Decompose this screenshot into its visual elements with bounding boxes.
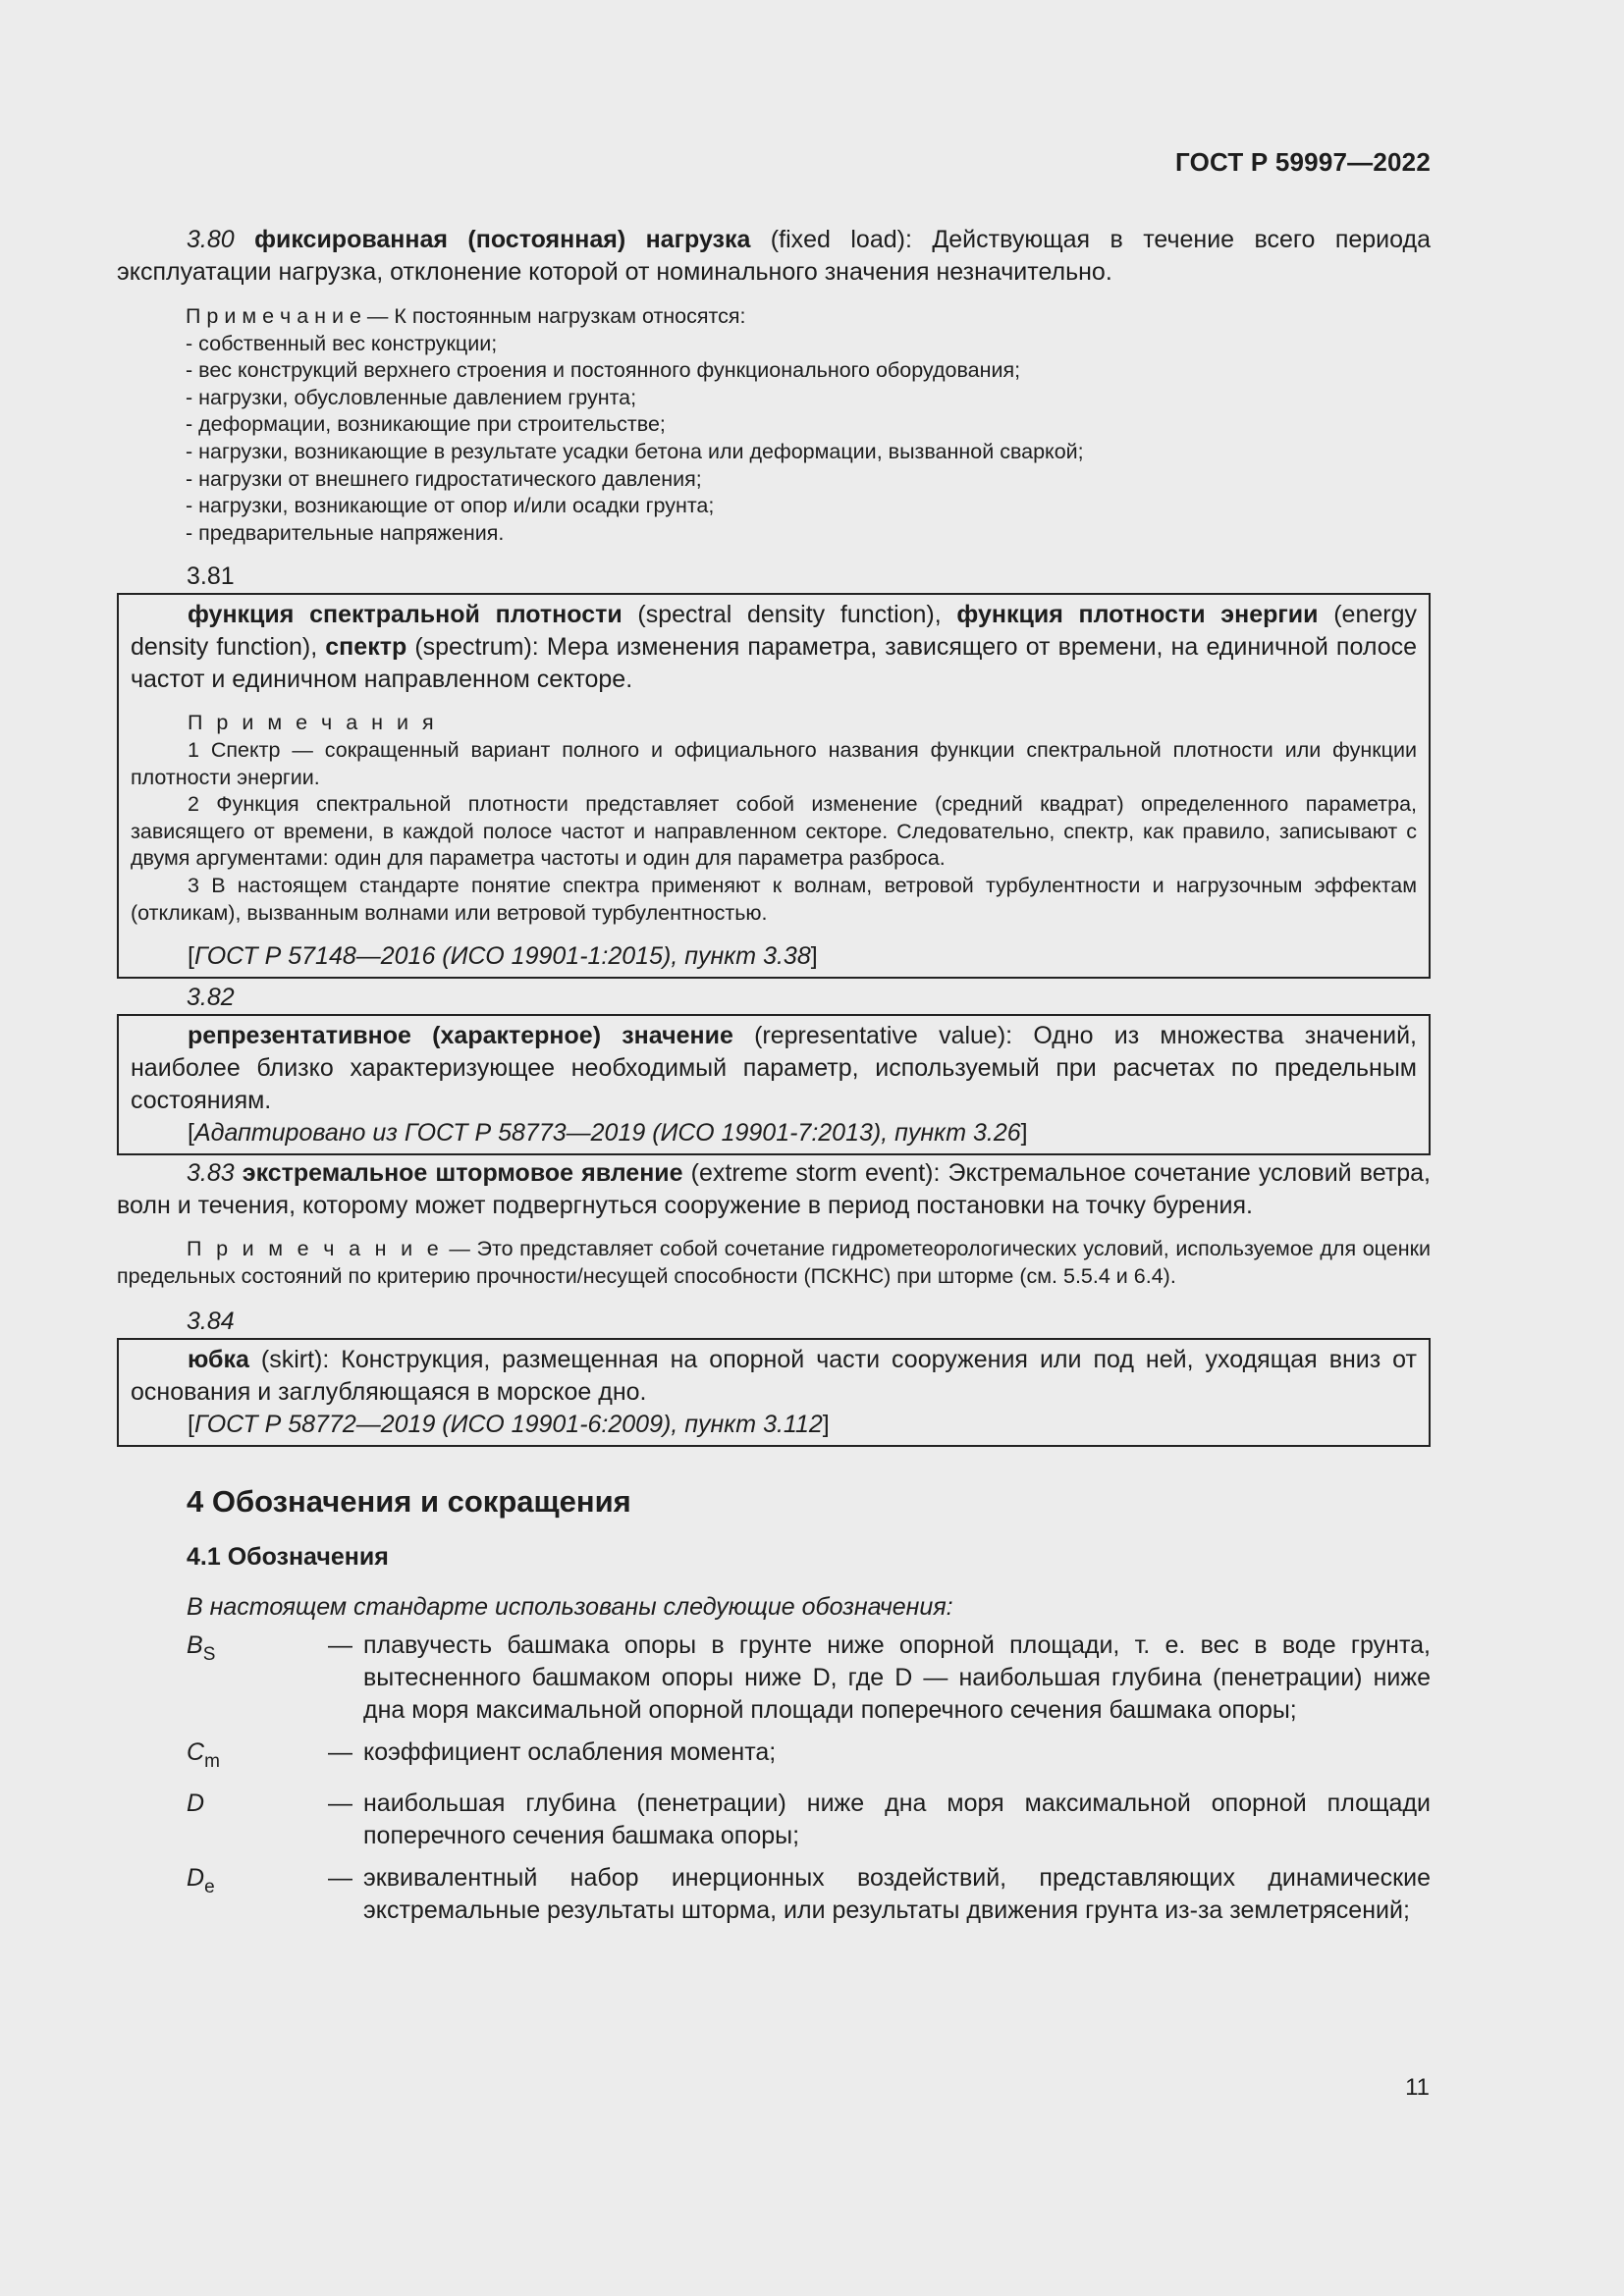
- symbol-description: эквивалентный набор инерционных воздействий, представляющих динамические экстремальные результаты шторма, или результаты движения грунта из-за землетрясений;: [363, 1864, 1431, 1925]
- term-title: репрезентативное (характерное) значение: [188, 1022, 733, 1050]
- symbol: [117, 1862, 328, 1927]
- term-title: спектр: [325, 633, 407, 662]
- symbol-description: наибольшая глубина (пенетрации) ниже дна моря максимальной опорной площади поперечного сечения башмака опоры;: [363, 1789, 1431, 1850]
- symbol-row: [117, 1862, 1431, 1927]
- list-item: - нагрузки от внешнего гидростатического давления;: [186, 466, 702, 491]
- term-3-82: [131, 1020, 1417, 1117]
- source-ref: [ГОСТ Р 58772—2019 (ИСО 19901-6:2009), пункт 3.112]: [188, 1411, 830, 1439]
- term-text: (energy density function),: [131, 601, 1417, 662]
- term-box-3-81: [117, 593, 1431, 979]
- term-number-3-82: 3.82: [187, 984, 235, 1012]
- note-text: — Это представляет собой сочетание гидрометеорологических условий, используемое для оценки предельных состояний по критерию прочности/несущей способности (ПСКНС) при шторме (см. 5.5.4 и 6.4).: [117, 1237, 1432, 1288]
- term-text: (spectral density function),: [622, 601, 957, 629]
- source-text: ГОСТ Р 58772—2019 (ИСО 19901-6:2009), пункт 3.112: [193, 1411, 823, 1439]
- list-item: - вес конструкций верхнего строения и постоянного функционального оборудования;: [186, 358, 1021, 383]
- list-item: - предварительные напряжения.: [186, 520, 505, 545]
- symbol: [117, 1788, 328, 1852]
- term-title: функция спектральной плотности: [188, 601, 623, 629]
- term-number-3-81: 3.81: [187, 562, 235, 591]
- term-title: юбка: [188, 1346, 249, 1374]
- note-label: П р и м е ч а н и е: [187, 1237, 443, 1261]
- term-number: 3.80: [187, 226, 235, 253]
- subsection-heading: 4.1 Обозначения: [187, 1543, 389, 1572]
- notes-label: П р и м е ч а н и я: [188, 711, 438, 735]
- symbol-description: коэффициент ослабления момента;: [363, 1738, 777, 1767]
- source-text: Адаптировано из ГОСТ Р 58773—2019 (ИСО 19901-7:2013), пункт 3.26: [193, 1119, 1021, 1148]
- term-definition: (extreme storm event): Экстремальное сочетание условий ветра, волн и течения, которому может подвергнуться сооружение в период постановки на точку бурения.: [117, 1159, 1431, 1220]
- note-item: 3 В настоящем стандарте понятие спектра применяют к волнам, ветровой турбулентности и нагрузочным эффектам (откликам), вызванным волнами или ветровой турбулентностью.: [131, 873, 1417, 925]
- term-title: функция плотности энергии: [956, 601, 1319, 629]
- note-lead: — К постоянным нагрузкам относятся:: [360, 304, 746, 328]
- dash: —: [328, 1631, 352, 1660]
- source-ref: [ГОСТ Р 57148—2016 (ИСО 19901-1:2015), пункт 3.38]: [188, 942, 818, 971]
- symbol: [117, 1629, 328, 1727]
- symbol-letter: D: [187, 1789, 205, 1818]
- symbol: [117, 1736, 328, 1778]
- term-box-3-84: [117, 1338, 1431, 1447]
- notes-3-81: [131, 710, 1417, 927]
- symbol-subscript: e: [204, 1877, 215, 1898]
- term-number: 3.83: [187, 1159, 235, 1188]
- term-3-81: [131, 599, 1417, 696]
- dash: —: [328, 1864, 352, 1893]
- list-item: - нагрузки, возникающие в результате усадки бетона или деформации, вызванной сваркой;: [186, 439, 1084, 463]
- term-title: фиксированная (постоянная) нагрузка: [254, 226, 751, 253]
- symbol-letter: C: [187, 1738, 205, 1767]
- page-number: 11: [1405, 2074, 1430, 2101]
- term-3-84: [131, 1344, 1417, 1409]
- note-label: П р и м е ч а н и е: [186, 304, 361, 328]
- term-definition: (fixed load): Действующая в течение всего периода эксплуатации нагрузка, отклонение которой от номинального значения незначительно.: [117, 226, 1431, 286]
- symbol-row: [117, 1788, 1431, 1852]
- content: [117, 224, 1431, 1927]
- symbol-row: [117, 1629, 1431, 1727]
- term-box-3-82: [117, 1014, 1431, 1155]
- symbol-letter: D: [187, 1864, 205, 1893]
- term-text: (spectrum): Мера изменения параметра, зависящего от времени, на единичной полосе частот и единичном направленном секторе.: [131, 633, 1418, 694]
- term-number-3-84: 3.84: [187, 1308, 235, 1336]
- source-ref: [Адаптировано из ГОСТ Р 58773—2019 (ИСО 19901-7:2013), пункт 3.26]: [188, 1119, 1028, 1148]
- list-item: - собственный вес конструкции;: [186, 331, 498, 355]
- term-3-83: [117, 1157, 1431, 1222]
- dash: —: [328, 1789, 352, 1818]
- standard-code: ГОСТ Р 59997—2022: [1175, 147, 1431, 177]
- note-item: 2 Функция спектральной плотности представляет собой изменение (средний квадрат) определенного параметра, зависящего от времени, в каждой полосе частот и направленном секторе. Следовательно, спектр, как правило, записывают с двумя аргументами: один для параметра частоты и один для параметра разброса.: [131, 792, 1417, 871]
- symbol-letter: B: [187, 1631, 203, 1660]
- note-3-83: [117, 1236, 1431, 1290]
- symbols-intro: В настоящем стандарте использованы следующие обозначения:: [187, 1593, 953, 1622]
- list-item: - нагрузки, возникающие от опор и/или осадки грунта;: [186, 494, 715, 518]
- symbol-row: [117, 1736, 1431, 1778]
- list-item: - нагрузки, обусловленные давлением грунта;: [186, 385, 637, 409]
- term-title: экстремальное штормовое явление: [242, 1159, 683, 1188]
- note-3-80: [186, 303, 1431, 547]
- source-text: ГОСТ Р 57148—2016 (ИСО 19901-1:2015), пункт 3.38: [193, 942, 811, 971]
- symbol-subscript: S: [202, 1644, 216, 1666]
- list-item: - деформации, возникающие при строительстве;: [186, 412, 666, 437]
- section-heading: 4 Обозначения и сокращения: [187, 1484, 631, 1520]
- term-definition: (skirt): Конструкция, размещенная на опорной части сооружения или под ней, уходящая вниз от основания и заглубляющаяся в морское дно.: [131, 1346, 1417, 1407]
- symbol-subscript: m: [204, 1751, 220, 1773]
- symbol-description: плавучесть башмака опоры в грунте ниже опорной площади, т. е. вес в воде грунта, вытесненного башмаком опоры ниже D, где D — наибольшая глубина (пенетрации) ниже дна моря максимальной опорной площади поперечного сечения башмака опоры;: [363, 1631, 1431, 1725]
- term-definition: (representative value): Одно из множества значений, наиболее близко характеризующее необходимый параметр, используемый при расчетах по предельным состояниям.: [131, 1022, 1417, 1115]
- term-3-80: [117, 224, 1431, 289]
- note-item: 1 Спектр — сокращенный вариант полного и официального названия функции спектральной плотности или функции плотности энергии.: [131, 737, 1417, 789]
- dash: —: [328, 1738, 352, 1767]
